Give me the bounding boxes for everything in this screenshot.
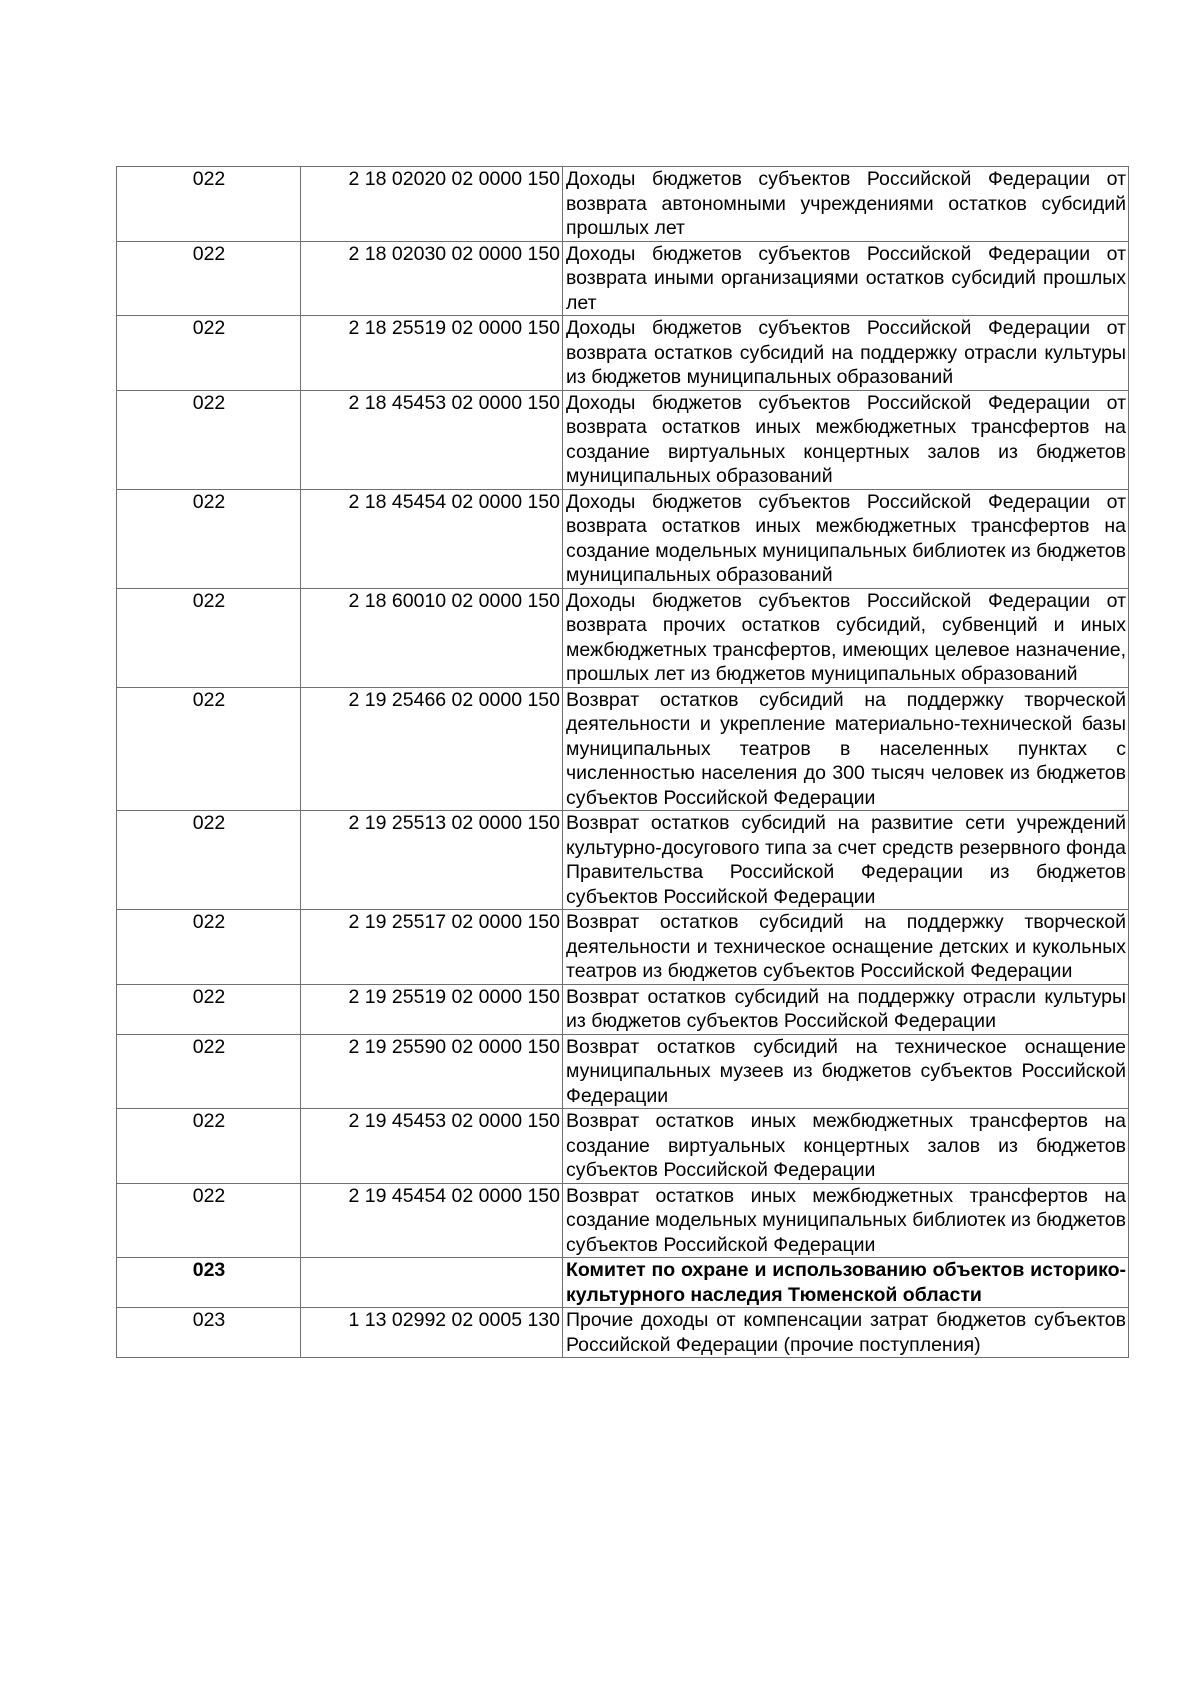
table-row <box>117 1308 1129 1358</box>
admin-code-cell: 022 <box>117 984 301 1034</box>
table-row <box>117 1183 1129 1258</box>
budget-classification-code-cell: 2 18 45453 02 0000 150 <box>301 390 563 489</box>
revenue-name-cell: Возврат остатков иных межбюджетных трансфертов на создание модельных муниципальных библиотек из бюджетов субъектов Российской Федерации <box>563 1183 1129 1258</box>
table-row <box>117 910 1129 985</box>
admin-code-cell: 022 <box>117 588 301 687</box>
table-row <box>117 588 1129 687</box>
revenue-name-cell: Доходы бюджетов субъектов Российской Федерации от возврата остатков субсидий на поддержку отрасли культуры из бюджетов муниципальных образований <box>563 316 1129 391</box>
admin-code-cell: 023 <box>117 1308 301 1358</box>
admin-code-cell: 023 <box>117 1258 301 1308</box>
revenue-name-cell: Возврат остатков субсидий на техническое оснащение муниципальных музеев из бюджетов субъектов Российской Федерации <box>563 1034 1129 1109</box>
revenue-name-cell: Доходы бюджетов субъектов Российской Федерации от возврата иными организациями остатков субсидий прошлых лет <box>563 241 1129 316</box>
budget-classification-code-cell: 2 19 25513 02 0000 150 <box>301 811 563 910</box>
revenue-name-cell: Возврат остатков субсидий на развитие сети учреждений культурно-досугового типа за счет средств резервного фонда Правительства Российской Федерации из бюджетов субъектов Российской Федерации <box>563 811 1129 910</box>
admin-code-cell: 022 <box>117 489 301 588</box>
table-row <box>117 241 1129 316</box>
revenue-name-cell: Прочие доходы от компенсации затрат бюджетов субъектов Российской Федерации (прочие поступления) <box>563 1308 1129 1358</box>
admin-code-cell: 022 <box>117 390 301 489</box>
budget-classification-code-cell: 2 18 45454 02 0000 150 <box>301 489 563 588</box>
admin-code-cell: 022 <box>117 687 301 811</box>
admin-code-cell: 022 <box>117 241 301 316</box>
table-row <box>117 167 1129 242</box>
revenue-name-cell: Доходы бюджетов субъектов Российской Федерации от возврата остатков иных межбюджетных трансфертов на создание модельных муниципальных библиотек из бюджетов муниципальных образований <box>563 489 1129 588</box>
table-row <box>117 489 1129 588</box>
revenue-name-cell: Возврат остатков субсидий на поддержку творческой деятельности и техническое оснащение детских и кукольных театров из бюджетов субъектов Российской Федерации <box>563 910 1129 985</box>
admin-code-cell: 022 <box>117 811 301 910</box>
revenue-name-cell: Возврат остатков иных межбюджетных трансфертов на создание виртуальных концертных залов из бюджетов субъектов Российской Федерации <box>563 1109 1129 1184</box>
budget-classification-code-cell <box>301 1258 563 1308</box>
table-row <box>117 1258 1129 1308</box>
budget-classification-code-cell: 2 19 25519 02 0000 150 <box>301 984 563 1034</box>
admin-code-cell: 022 <box>117 316 301 391</box>
revenue-name-cell: Комитет по охране и использованию объектов историко-культурного наследия Тюменской области <box>563 1258 1129 1308</box>
budget-classification-code-cell: 2 19 45454 02 0000 150 <box>301 1183 563 1258</box>
table-row <box>117 687 1129 811</box>
budget-classification-code-cell: 2 19 45453 02 0000 150 <box>301 1109 563 1184</box>
budget-classification-code-cell: 2 18 02030 02 0000 150 <box>301 241 563 316</box>
revenue-name-cell: Возврат остатков субсидий на поддержку отрасли культуры из бюджетов субъектов Российской Федерации <box>563 984 1129 1034</box>
budget-classification-code-cell: 1 13 02992 02 0005 130 <box>301 1308 563 1358</box>
table-body <box>117 167 1129 1358</box>
revenue-name-cell: Доходы бюджетов субъектов Российской Федерации от возврата автономными учреждениями остатков субсидий прошлых лет <box>563 167 1129 242</box>
budget-classification-code-cell: 2 19 25590 02 0000 150 <box>301 1034 563 1109</box>
revenue-name-cell: Возврат остатков субсидий на поддержку творческой деятельности и укрепление материально-технической базы муниципальных театров в населенных пунктах с численностью населения до 300 тысяч человек из бюджетов субъектов Российской Федерации <box>563 687 1129 811</box>
admin-code-cell: 022 <box>117 1183 301 1258</box>
budget-classification-code-cell: 2 19 25517 02 0000 150 <box>301 910 563 985</box>
budget-classification-code-cell: 2 18 25519 02 0000 150 <box>301 316 563 391</box>
table-row <box>117 1034 1129 1109</box>
revenue-name-cell: Доходы бюджетов субъектов Российской Федерации от возврата остатков иных межбюджетных трансфертов на создание виртуальных концертных залов из бюджетов муниципальных образований <box>563 390 1129 489</box>
budget-classification-code-cell: 2 19 25466 02 0000 150 <box>301 687 563 811</box>
table-row <box>117 811 1129 910</box>
table-row <box>117 390 1129 489</box>
revenue-name-cell: Доходы бюджетов субъектов Российской Федерации от возврата прочих остатков субсидий, субвенций и иных межбюджетных трансфертов, имеющих целевое назначение, прошлых лет из бюджетов муниципальных образований <box>563 588 1129 687</box>
admin-code-cell: 022 <box>117 1034 301 1109</box>
table-row <box>117 1109 1129 1184</box>
admin-code-cell: 022 <box>117 910 301 985</box>
table-row <box>117 316 1129 391</box>
budget-classification-code-cell: 2 18 02020 02 0000 150 <box>301 167 563 242</box>
document-page <box>116 166 1129 1358</box>
admin-code-cell: 022 <box>117 167 301 242</box>
revenue-codes-table <box>116 166 1129 1358</box>
admin-code-cell: 022 <box>117 1109 301 1184</box>
budget-classification-code-cell: 2 18 60010 02 0000 150 <box>301 588 563 687</box>
table-row <box>117 984 1129 1034</box>
